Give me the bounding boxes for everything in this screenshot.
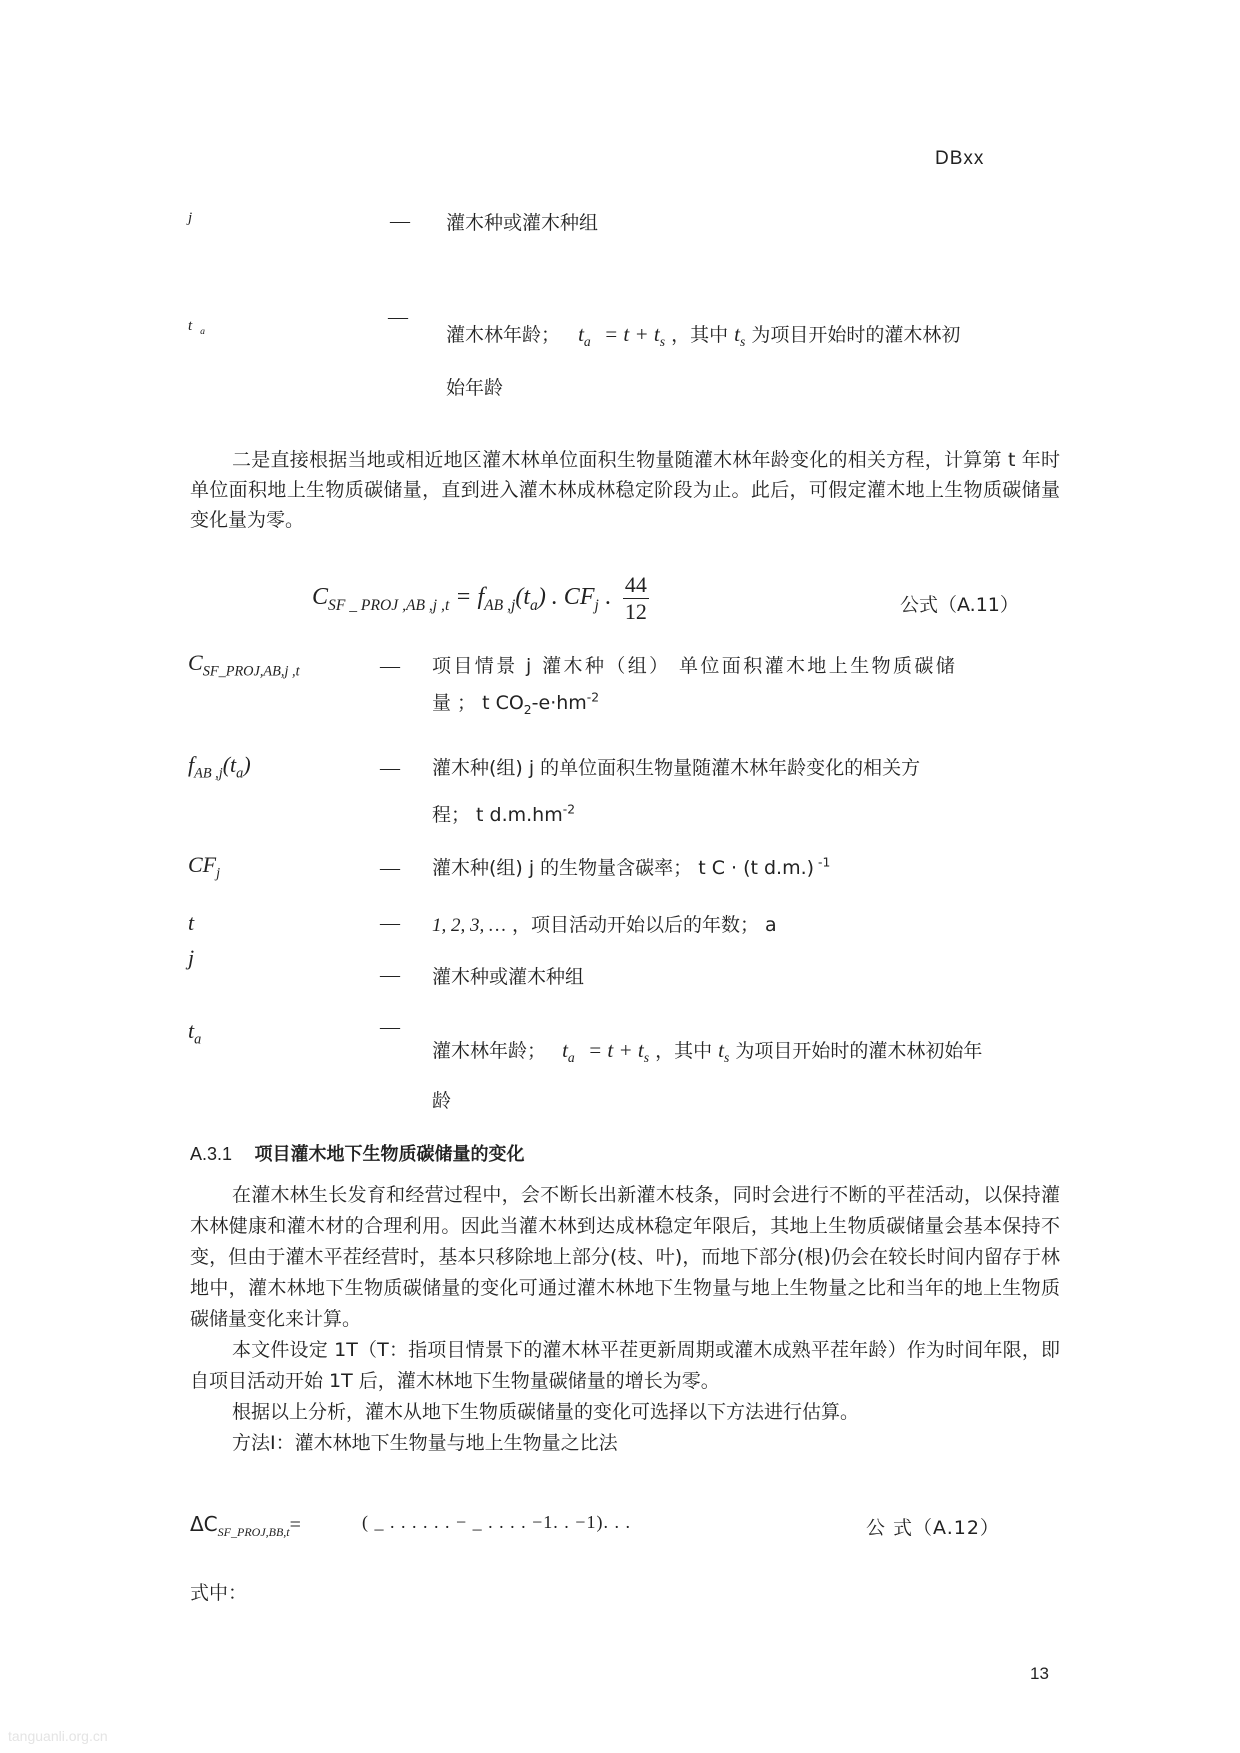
def-description-line2: 量 ； t $CO_2-e\cdot hm^{-2}$ xyxy=(432,690,600,717)
equation-label-a12: 公 式（A.12） xyxy=(866,1517,1000,1539)
def-description: 灌木种或灌木种组 xyxy=(432,966,585,988)
def-symbol-cf: $CF_j$ xyxy=(188,852,221,882)
def-description: 灌木种或灌木种组 xyxy=(446,212,599,234)
def-description: 项目情景 j 灌木种（组） 单位面积灌木地上生物质碳储 xyxy=(432,655,958,677)
watermark: tanguanli.org.cn xyxy=(8,1728,108,1744)
paragraph: 本文件设定 1T（T：指项目情景下的灌木林平茬更新周期或灌木成熟平茬年龄）作为时间年限，即自项目活动开始 1T 后，灌木林地下生物量碳储量的增长为零。 xyxy=(190,1339,1060,1392)
def-symbol-f-ab: $f_{AB ,j}(t_a)$ xyxy=(188,752,251,782)
def-symbol-ta: t $_a$ xyxy=(188,318,206,337)
section-heading xyxy=(190,1140,525,1166)
def-description: 灌木林年龄； $t_a = t + t_s$ ，其中 $t_s$ 为项目开始时的灌木林初 xyxy=(446,322,961,350)
def-description: 灌木种(组) j 的生物量含碳率； t C · (t d.m.) $^{-1}$ xyxy=(432,855,831,879)
def-dash: — xyxy=(388,306,408,328)
paragraph: 二是直接根据当地或相近地区灌木林单位面积生物量随灌木林年龄变化的相关方程，计算第 t 年时单位面积地上生物质碳储量，直到进入灌木林成林稳定阶段为止。此后，可假定灌木地上生物质碳储量变化量为零。 xyxy=(190,449,1060,531)
section-number: A.3.1 xyxy=(190,1144,233,1164)
def-dash: — xyxy=(380,964,400,986)
def-dash: — xyxy=(380,1016,400,1038)
def-symbol-j: j xyxy=(188,945,195,970)
def-description-line2: 始年龄 xyxy=(446,377,504,399)
def-dash: — xyxy=(380,655,400,677)
equation-a12: $\Delta C_{SF\_PROJ,BB,t}=$ xyxy=(190,1512,301,1539)
def-description-line2: 程； t $d.m.hm^{-2}$ xyxy=(432,802,576,826)
fraction-denominator: 12 xyxy=(624,599,647,624)
paragraph: 方法Ⅰ：灌木林地下生物量与地上生物量之比法 xyxy=(232,1432,618,1454)
page-number: 13 xyxy=(1030,1664,1049,1683)
def-description-line2: 龄 xyxy=(432,1090,452,1112)
body-text xyxy=(190,1180,1060,1459)
def-dash: — xyxy=(380,857,400,879)
def-dash: — xyxy=(380,757,400,779)
def-description: 1, 2, 3, … ，项目活动开始以后的年数； a xyxy=(432,914,777,936)
def-symbol-c-sf-proj-ab: $C_{SF\_PROJ,AB,j ,t}$ xyxy=(188,650,300,680)
def-description: 灌木种(组) j 的单位面积生物量随灌木林年龄变化的相关方 xyxy=(432,757,921,779)
equation-a11: $C_{SF \_ PROJ ,AB ,j ,t} = f_{AB ,j}(t_a)$ . $CF_j$ . $\frac{44}{12}$ xyxy=(312,572,647,624)
paragraph: 根据以上分析，灌木从地下生物质碳储量的变化可选择以下方法进行估算。 xyxy=(232,1401,860,1423)
paragraph: 在灌木林生长发育和经营过程中，会不断长出新灌木枝条，同时会进行不断的平茬活动，以保持灌木林健康和灌木材的合理利用。因此当灌木林到达成林稳定年限后，其地上生物质碳储量会基本保持不变，但由于灌木平茬经营时，基本只移除地上部分(枝、叶)，而地下部分(根)仍会在较长时间内留存于林地中，灌木林地下生物质碳储量的变化可通过灌木林地下生物量与地上生物量之比和当年的地上生物质碳储量变化来计算。 xyxy=(190,1184,1060,1330)
def-dash: — xyxy=(390,210,410,232)
fraction-numerator: 44 xyxy=(624,572,647,597)
where-label: 式中： xyxy=(190,1582,248,1604)
def-symbol-t: t xyxy=(188,910,195,935)
equation-a12-body: ( _ . . . . . . − _ . . . . −1. . −1). . . xyxy=(362,1512,631,1532)
equation-label-a11: 公式（A.11） xyxy=(900,594,1019,616)
def-symbol-j: j xyxy=(188,210,193,226)
section-title: 项目灌木地下生物质碳储量的变化 xyxy=(254,1144,525,1165)
header-code: DBxx xyxy=(935,148,985,169)
def-description: 灌木林年龄； $t_a = t + t_s$ ，其中 $t_s$ 为项目开始时的灌木林初始年 xyxy=(432,1038,983,1066)
def-symbol-ta: $t_a$ xyxy=(188,1018,202,1048)
def-dash: — xyxy=(380,912,400,934)
